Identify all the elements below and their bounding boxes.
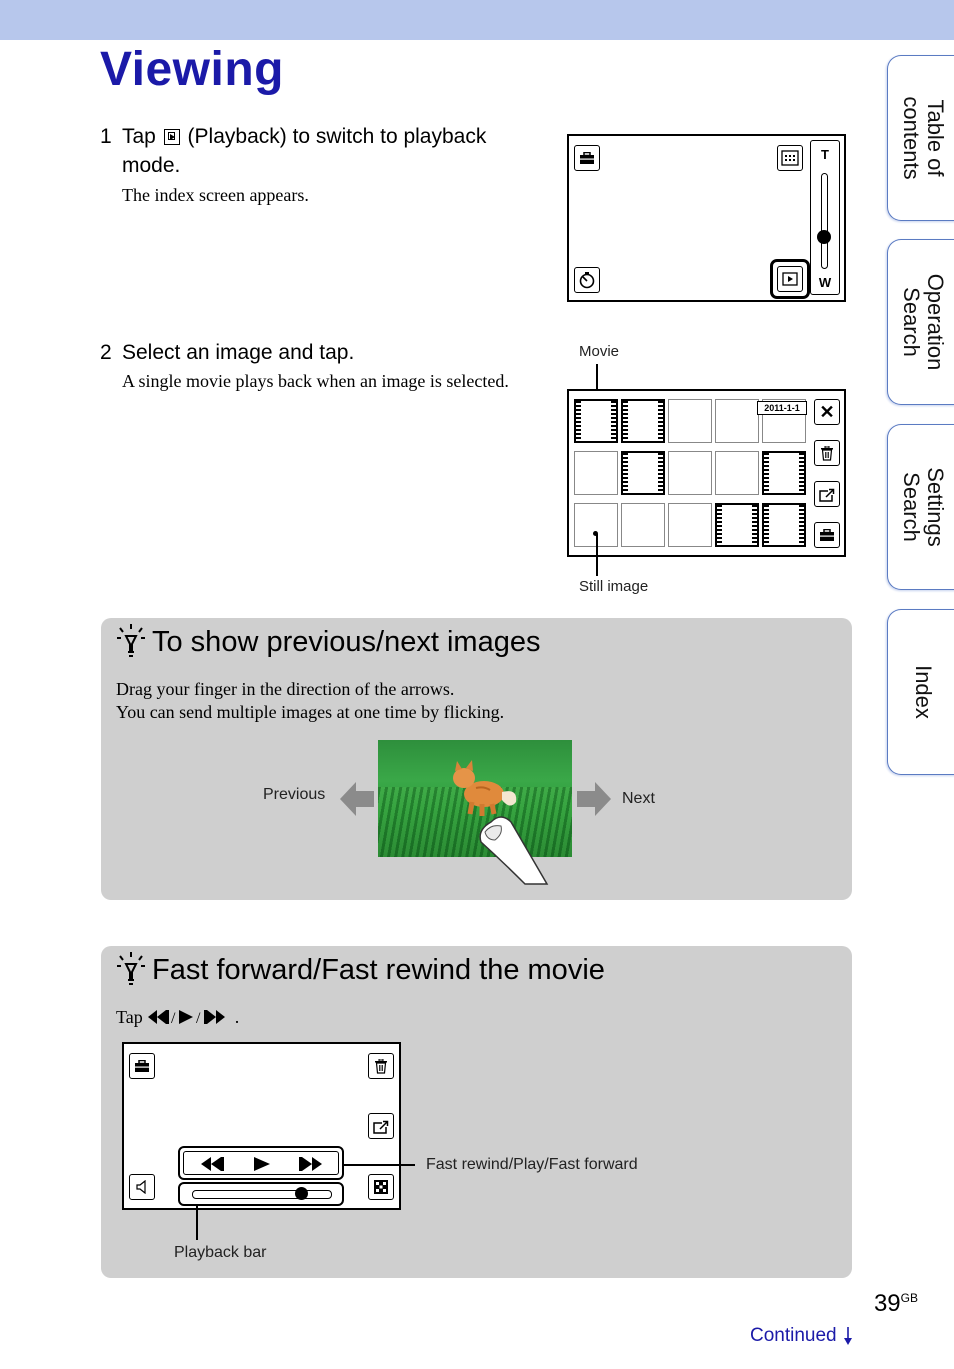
step-note: A single movie plays back when an image is selected. [122, 371, 509, 391]
toolbox-icon[interactable] [814, 522, 840, 548]
trash-icon[interactable] [368, 1053, 394, 1079]
movie-thumbnail[interactable] [621, 451, 665, 495]
playback-mode-screen [567, 134, 846, 302]
down-arrow-icon [842, 1326, 854, 1346]
finger-icon [473, 812, 553, 886]
hint-bulb-icon [115, 950, 147, 990]
playback-bar-label: Playback bar [174, 1244, 267, 1261]
step-text: (Playback) to switch to playback [187, 125, 487, 148]
hint-bulb-icon [115, 622, 147, 662]
header-bar [0, 0, 954, 40]
step-text-line2: mode. [122, 154, 181, 177]
trash-icon[interactable] [814, 440, 840, 466]
step-number: 2 [100, 341, 112, 364]
zoom-knob[interactable] [817, 230, 831, 244]
index-screen [567, 389, 846, 557]
playback-knob[interactable] [295, 1187, 308, 1200]
still-thumbnail[interactable] [715, 399, 759, 443]
share-icon[interactable] [814, 481, 840, 507]
movie-thumbnail[interactable] [715, 503, 759, 547]
self-timer-icon[interactable] [574, 267, 600, 293]
still-thumbnail[interactable] [715, 451, 759, 495]
movie-thumbnail[interactable] [762, 503, 806, 547]
date-label: 2011-1-1 [757, 401, 807, 415]
step-note: The index screen appears. [122, 185, 309, 205]
playback-icon [164, 129, 180, 145]
movie-thumbnail[interactable] [621, 399, 665, 443]
page-number-value: 39 [873, 1290, 901, 1317]
tab-label: Index [910, 665, 936, 719]
tip-previous-next [101, 618, 852, 900]
step-text: Tap [122, 125, 156, 148]
playback-track [192, 1190, 332, 1199]
page-number [874, 1290, 918, 1318]
movie-label: Movie [579, 343, 620, 360]
tab-index[interactable] [887, 609, 954, 775]
tip-text: . [234, 1007, 240, 1027]
zoom-tele-label: T [821, 147, 829, 162]
kitten-image [446, 758, 526, 818]
page-title: Viewing [100, 43, 284, 96]
step-number: 1 [100, 125, 112, 148]
svg-text:/: / [195, 1010, 201, 1026]
close-icon[interactable]: ✕ [814, 399, 840, 425]
play-button[interactable] [252, 1156, 272, 1172]
zoom-lever[interactable] [810, 140, 840, 295]
right-arrow-icon [577, 780, 611, 818]
playback-bar[interactable] [178, 1182, 344, 1206]
still-thumbnail[interactable] [668, 399, 712, 443]
step-text: Select an image and tap. [122, 341, 355, 364]
tab-label: Operation Search [898, 273, 948, 371]
still-thumbnail[interactable] [621, 503, 665, 547]
next-label: Next [622, 790, 655, 807]
playback-button[interactable] [777, 266, 803, 292]
svg-text:/: / [170, 1010, 176, 1026]
tip-heading: To show previous/next images [152, 626, 541, 658]
index-view-icon[interactable] [777, 145, 803, 171]
tip-heading: Fast forward/Fast rewind the movie [152, 954, 605, 986]
tab-settings-search[interactable] [887, 424, 954, 590]
tab-operation-search[interactable] [887, 239, 954, 405]
still-leader-line [596, 534, 598, 576]
controls-leader-line [342, 1164, 415, 1166]
fast-rewind-button[interactable] [200, 1156, 226, 1172]
tip-text-line1: Drag your finger in the direction of the arrows. [116, 679, 455, 699]
tab-label: Table of contents [898, 96, 948, 180]
previous-label: Previous [263, 786, 326, 803]
tip-text-line2: You can send multiple images at one time by flicking. [116, 702, 505, 722]
bar-leader-line [196, 1204, 198, 1240]
zoom-track [821, 173, 828, 269]
still-thumbnail[interactable] [574, 451, 618, 495]
movie-playback-screen [122, 1042, 401, 1210]
movie-thumbnail[interactable] [762, 451, 806, 495]
still-thumbnail[interactable] [668, 503, 712, 547]
tab-label: Settings Search [898, 467, 948, 547]
rewind-play-forward-icons [146, 1008, 232, 1026]
controls-label: Fast rewind/Play/Fast forward [426, 1156, 638, 1173]
toolbox-icon[interactable] [574, 145, 600, 171]
volume-icon[interactable] [129, 1174, 155, 1200]
tip-text: Tap [116, 1007, 143, 1027]
index-icon[interactable] [368, 1174, 394, 1200]
still-thumbnail[interactable] [668, 451, 712, 495]
fast-forward-button[interactable] [298, 1156, 324, 1172]
left-arrow-icon [340, 780, 374, 818]
tip-tap-line [116, 1005, 239, 1029]
continued-label: Continued [750, 1325, 837, 1346]
page-suffix: GB [900, 1291, 918, 1305]
tab-table-of-contents[interactable] [887, 55, 954, 221]
still-image-label: Still image [579, 578, 649, 595]
share-icon[interactable] [368, 1113, 394, 1139]
continued-link[interactable] [750, 1325, 854, 1347]
tip-fast-forward [101, 946, 852, 1278]
movie-thumbnail[interactable] [574, 399, 618, 443]
toolbox-icon[interactable] [129, 1053, 155, 1079]
zoom-wide-label: W [818, 275, 832, 290]
playback-controls [178, 1146, 344, 1180]
